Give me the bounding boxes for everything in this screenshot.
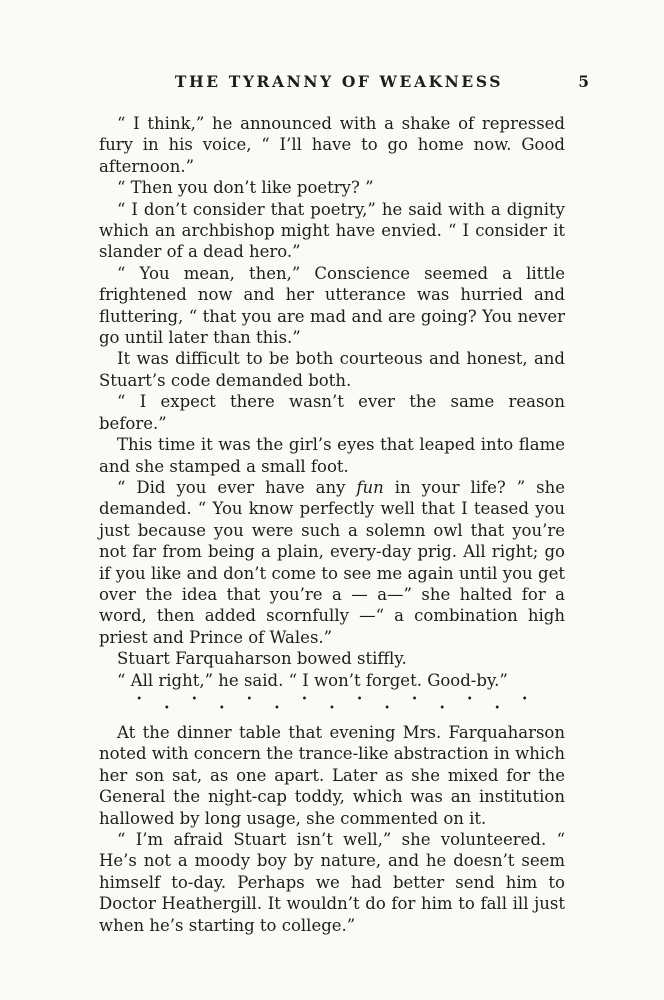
dots-row-top: • • • • • • • •: [136, 693, 528, 705]
running-title: THE TYRANNY OF WEAKNESS: [174, 72, 504, 91]
paragraph: “ I’m afraid Stuart isn’t well,” she volunteered. “ He’s not a moody boy by nature, and he doesn’t seem himself to-day. Perhaps we had better send him to Doctor Heathergill. It wouldn’t do for him to fall ill just when he’s starting to college.”: [99, 830, 565, 935]
paragraph: “ I expect there wasn’t ever the same reason before.”: [99, 392, 565, 433]
paragraph: “ You mean, then,” Conscience seemed a little frightened now and her utterance was hurried and fluttering, “ that you are mad and are going? You never go until later than this.”: [99, 263, 565, 348]
paragraph: “ I don’t consider that poetry,” he said with a dignity which an archbishop might have envied. “ I consider it slander of a dead hero.”: [99, 199, 565, 262]
paragraph: “ All right,” he said. “ I won’t forget. Good-by.”: [117, 670, 508, 690]
paragraph: It was difficult to be both courteous and honest, and Stuart’s code demanded both.: [99, 349, 565, 390]
paragraph-text: in your life? ” she demanded. “ You know perfectly well that I teased you just because you were such a solemn owl that you’re not far from being a plain, every-day prig. All right; go if you like and don’t come to see me again until you get over the idea that you’re a — a—” she halted for a word, then added scornfully —“ a combination high priest and Prince of Wales.”: [99, 477, 565, 647]
section-break-dots: [99, 693, 565, 714]
italic-word: fun: [356, 477, 384, 497]
body-text: [99, 113, 565, 936]
paragraph: “ I think,” he announced with a shake of repressed fury in his voice, “ I’ll have to go home now. Good afternoon.”: [99, 114, 565, 176]
page-number: 5: [578, 72, 589, 91]
paragraph: “ Then you don’t like poetry? ”: [117, 178, 374, 198]
paragraph: Stuart Farquaharson bowed stiffly.: [117, 649, 407, 669]
paragraph: [99, 477, 565, 648]
paragraph: At the dinner table that evening Mrs. Farquaharson noted with concern the trance-like abstraction in which her son sat, as one apart. Later as she mixed for the General the night-cap toddy, which was an institution hallowed by long usage, she commented on it.: [99, 722, 565, 828]
paragraph: This time it was the girl’s eyes that leaped into flame and she stamped a small foot.: [99, 435, 565, 476]
page-header: [99, 72, 589, 92]
dots-row-bottom: • • • • • • •: [163, 702, 501, 714]
paragraph-text: “ Did you ever have any: [117, 477, 357, 497]
